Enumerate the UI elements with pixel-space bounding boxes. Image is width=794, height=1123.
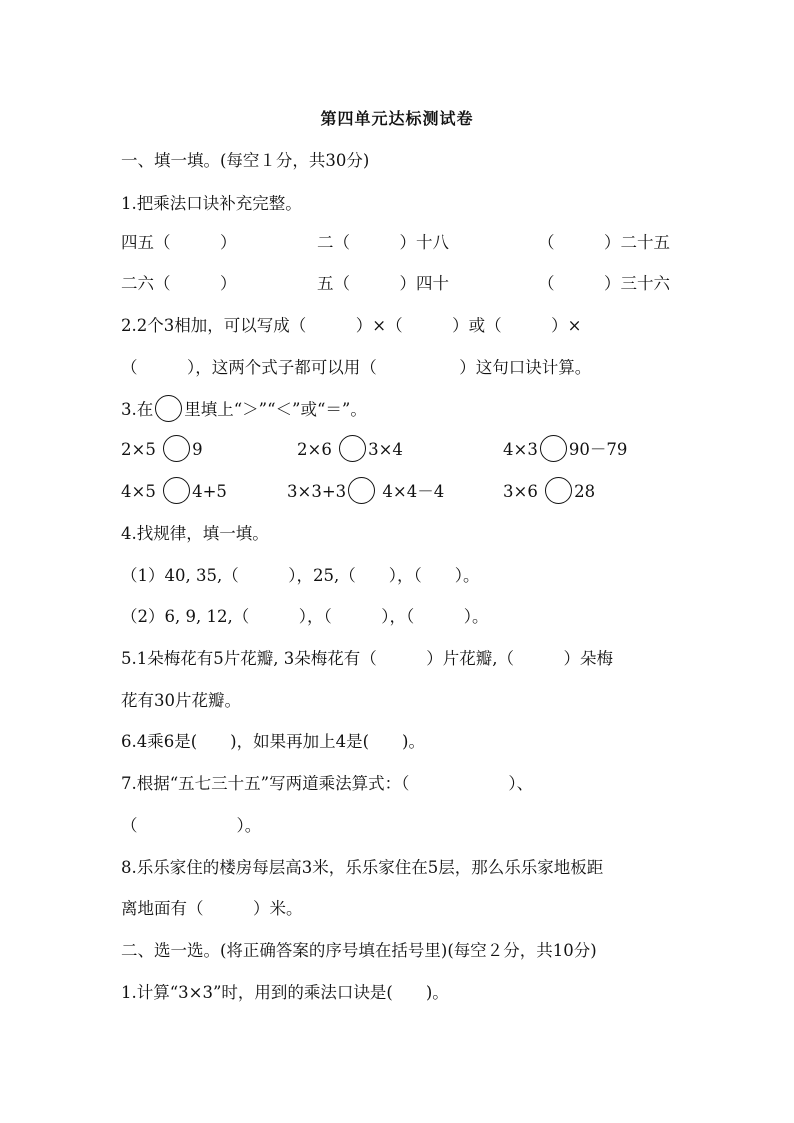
q8-line1: 8.乐乐家住的楼房每层高3米，乐乐家住在5层，那么乐乐家地板距 [121, 858, 604, 877]
compare-item [287, 481, 444, 504]
compare-right: 28 [574, 482, 596, 501]
q3-pre: 3.在 [121, 400, 154, 419]
q7-line1: 7.根据“五七三十五”写两道乘法算式：（ ）、 [121, 774, 534, 793]
q2-line1: 2.2个3相加，可以写成（ ）×（ ）或（ ）× [121, 316, 582, 335]
compare-circle[interactable] [540, 435, 567, 462]
compare-item [297, 439, 403, 462]
compare-right: 4×4－4 [377, 482, 445, 501]
compare-right: 9 [192, 440, 203, 459]
compare-circle-sample [155, 395, 182, 422]
q6-text: 6.4乘6是( )，如果再加上4是( )。 [121, 732, 425, 751]
compare-right: 90－79 [568, 440, 628, 459]
compare-circle[interactable] [339, 435, 366, 462]
compare-right: 4+5 [192, 482, 227, 501]
q8-line2: 离地面有（ ）米。 [121, 899, 303, 918]
compare-left: 4×5 [121, 482, 162, 501]
q4-text: 4.找规律，填一填。 [121, 524, 269, 543]
q1-row1-item2: 二（ ）十八 [317, 233, 449, 252]
compare-left: 3×3+3 [287, 482, 347, 501]
s2-q1-text: 1.计算“3×3”时，用到的乘法口诀是( )。 [121, 983, 449, 1002]
compare-item [121, 481, 227, 504]
q4-part1: （1）40, 35,（ ），25,（ ），（ ）。 [121, 566, 480, 585]
q5-line1: 5.1朵梅花有5片花瓣, 3朵梅花有（ ）片花瓣,（ ）朵梅 [121, 649, 613, 668]
compare-item [121, 439, 203, 462]
q3-instruction [121, 399, 367, 422]
q2-line2: （ ），这两个式子都可以用（ ）这句口诀计算。 [121, 358, 592, 377]
q1-text: 1.把乘法口诀补充完整。 [121, 194, 302, 213]
q1-row1-item3: （ ）二十五 [538, 233, 670, 252]
q1-row1-item1: 四五（ ） [121, 233, 237, 252]
q3-post: 里填上“＞”“＜”或“＝”。 [184, 400, 367, 419]
q7-line2: （ ）。 [121, 816, 262, 835]
compare-circle[interactable] [545, 477, 572, 504]
compare-right: 3×4 [368, 440, 403, 459]
q1-row2-item1: 二六（ ） [121, 274, 237, 293]
compare-item [503, 439, 627, 462]
compare-circle[interactable] [348, 477, 375, 504]
section2-heading: 二、选一选。(将正确答案的序号填在括号里)(每空２分，共10分) [121, 941, 597, 960]
page-title: 第四单元达标测试卷 [320, 109, 474, 128]
q1-row2-item2: 五（ ）四十 [317, 274, 449, 293]
q5-line2: 花有30片花瓣。 [121, 691, 241, 710]
compare-circle[interactable] [163, 435, 190, 462]
q4-part2: （2）6, 9, 12,（ ），（ ），（ ）。 [121, 607, 489, 626]
compare-left: 2×5 [121, 440, 162, 459]
compare-left: 3×6 [503, 482, 544, 501]
compare-left: 2×6 [297, 440, 338, 459]
compare-left: 4×3 [503, 440, 538, 459]
compare-item [503, 481, 595, 504]
section1-heading: 一、填一填。(每空１分，共30分) [121, 151, 370, 170]
compare-circle[interactable] [163, 477, 190, 504]
q1-row2-item3: （ ）三十六 [538, 274, 670, 293]
